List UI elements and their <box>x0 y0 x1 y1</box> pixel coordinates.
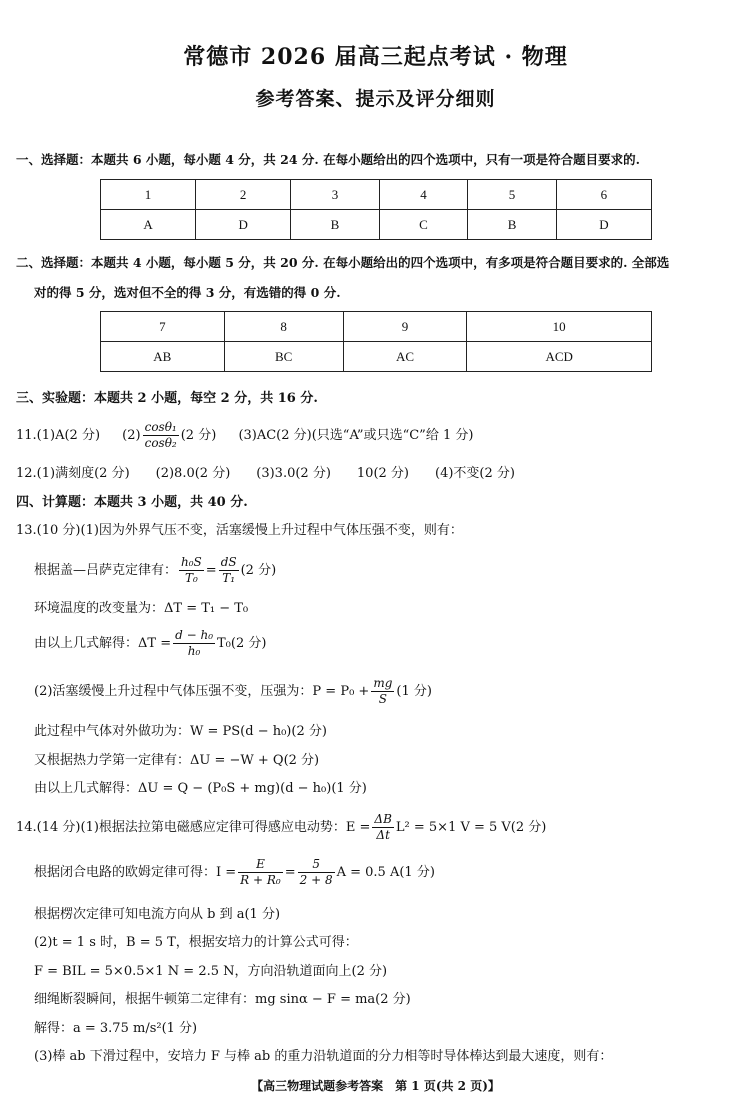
q14-line-2: 根据闭合电路的欧姆定律可得：I = $\frac{E}{\text{R + R₀}}$ = $\frac{5}{2 + 8}$ A = 0.5 A(1 分) <box>34 857 435 887</box>
table-row <box>101 210 652 240</box>
q11-line <box>16 420 473 451</box>
q13-text: 根据盖—吕萨克定律有： <box>34 563 178 578</box>
q14-score: A = 0.5 A(1 分) <box>336 865 435 880</box>
section-1-heading: 一、选择题：本题共 6 小题，每小题 4 分，共 24 分. 在每小题给出的四个选项中，只有一项是符合题目要求的. <box>16 152 640 167</box>
q11-fraction <box>143 420 179 451</box>
fraction <box>298 857 335 888</box>
q13-score: (2 分) <box>240 563 277 578</box>
table-row <box>101 342 652 372</box>
section-2-heading-cont: 对的得 5 分，选对但不全的得 3 分，有选错的得 0 分. <box>34 285 341 300</box>
fraction-numerator: cosθ₁ <box>144 420 177 434</box>
q13-line-6: 此过程中气体对外做功为：W = PS(d − h₀)(2 分) <box>34 724 327 739</box>
q13-line-5 <box>34 676 432 707</box>
fraction <box>372 812 393 843</box>
fraction <box>371 676 394 707</box>
page-title: 常德市 2026 届高三起点考试 · 物理 <box>183 44 568 70</box>
q14-text: 14.(14 分)(1)根据法拉第电磁感应定律可得感应电动势：E = <box>16 820 371 835</box>
table-cell: D <box>556 210 651 240</box>
table-cell: BC <box>224 342 343 372</box>
table-cell: 4 <box>379 180 468 210</box>
fraction-denominator: S <box>378 692 387 706</box>
fraction <box>219 555 239 586</box>
table-cell: C <box>379 210 468 240</box>
q13-line-7: 又根据热力学第一定律有：ΔU = −W + Q(2 分) <box>34 753 320 768</box>
table-cell: 2 <box>196 180 291 210</box>
q13-score: T₀(2 分) <box>217 636 267 651</box>
page-footer: 【高三物理试题参考答案 第 1 页(共 2 页)】 <box>251 1079 500 1093</box>
table-cell: ACD <box>467 342 652 372</box>
q11-part2-score: (2 分) <box>180 428 217 443</box>
fraction-numerator: E <box>238 857 283 873</box>
table-row <box>101 312 652 342</box>
q11-part3: (3)AC(2 分)(只选“A”或只选“C”给 1 分) <box>238 428 474 443</box>
table-cell: 3 <box>291 180 380 210</box>
table-cell: B <box>291 210 380 240</box>
q14-line-6: 细绳断裂瞬间，根据牛顿第二定律有：mg sinα − F = ma(2 分) <box>34 992 411 1007</box>
table-cell: 8 <box>224 312 343 342</box>
fraction-denominator: h₀ <box>187 644 201 658</box>
q14-line-7: 解得：a = 3.75 m/s²(1 分) <box>34 1021 198 1036</box>
fraction <box>238 857 283 888</box>
section-4-heading: 四、计算题：本题共 3 小题，共 40 分. <box>16 495 248 510</box>
fraction <box>173 628 215 659</box>
fraction-numerator: 5 <box>298 857 335 873</box>
table-cell: 6 <box>556 180 651 210</box>
q13-line-8: 由以上几式解得：ΔU = Q − (P₀S + mg)(d − h₀)(1 分) <box>34 781 367 796</box>
table-cell: 10 <box>467 312 652 342</box>
q12-line: 12.(1)满刻度(2 分) (2)8.0(2 分) (3)3.0(2 分) 10(2 分) (4)不变(2 分) <box>16 466 515 481</box>
table-row <box>101 180 652 210</box>
q13-line-1: 13.(10 分)(1)因为外界气压不变，活塞缓慢上升过程中气体压强不变，则有： <box>16 523 463 538</box>
table-cell: B <box>468 210 557 240</box>
table-cell: AC <box>343 342 467 372</box>
fraction-denominator: T₁ <box>222 571 236 585</box>
table-cell: 1 <box>101 180 196 210</box>
table-cell: 9 <box>343 312 467 342</box>
fraction-denominator: cosθ₂ <box>144 436 177 450</box>
q13-text: (2)活塞缓慢上升过程中气体压强不变，压强为：P = P₀ + <box>34 684 370 699</box>
table-cell: AB <box>101 342 225 372</box>
q14-line-1 <box>16 812 546 843</box>
fraction-numerator: d − h₀ <box>175 628 213 642</box>
q14-line-8: (3)棒 ab 下滑过程中，安培力 F 与棒 ab 的重力沿轨道面的分力相等时导体棒达到最大速度，则有： <box>34 1049 613 1064</box>
q14-score: L² = 5×1 V = 5 V(2 分) <box>395 820 547 835</box>
fraction-numerator: mg <box>373 676 393 690</box>
q14-line-4: (2)t = 1 s 时，B = 5 T，根据安培力的计算公式可得： <box>34 935 358 950</box>
fraction <box>179 555 204 586</box>
q11-part2-label: (2) <box>122 428 141 443</box>
fraction-numerator: h₀S <box>181 555 202 569</box>
q13-text: 由以上几式解得：ΔT = <box>34 636 172 651</box>
table-cell: A <box>101 210 196 240</box>
q13-score: (1 分) <box>396 684 432 699</box>
q14-line-5: F = BIL = 5×0.5×1 N = 2.5 N，方向沿轨道面向上(2 分) <box>34 964 388 979</box>
table-cell: 7 <box>101 312 225 342</box>
q13-line-2: 根据盖—吕萨克定律有： $\frac{\text{h₀S}}{\text{T₀}}$ = $\frac{dS}{\text{T₁}}$ (2 分) <box>34 555 277 585</box>
fraction-denominator: 2 + 8 <box>299 873 333 887</box>
fraction-denominator: R + R₀ <box>240 873 281 887</box>
fraction-denominator: T₀ <box>184 571 198 585</box>
fraction-denominator: Δt <box>376 828 390 842</box>
q13-line-3: 环境温度的改变量为：ΔT = T₁ − T₀ <box>34 601 249 616</box>
fraction-numerator: dS <box>220 555 237 569</box>
fraction-numerator: ΔB <box>374 812 392 826</box>
answer-table-2 <box>100 311 652 372</box>
q11-part1: 11.(1)A(2 分) <box>16 428 101 443</box>
section-2-heading: 二、选择题：本题共 4 小题，每小题 5 分，共 20 分. 在每小题给出的四个选项中，有多项是符合题目要求的. 全部选 <box>16 255 670 270</box>
q14-line-3: 根据楞次定律可知电流方向从 b 到 a(1 分) <box>34 907 281 922</box>
q14-text: 根据闭合电路的欧姆定律可得：I = <box>34 865 237 880</box>
q13-line-4 <box>34 628 266 659</box>
answer-table-1 <box>100 179 652 240</box>
section-3-heading: 三、实验题：本题共 2 小题，每空 2 分，共 16 分. <box>16 391 318 406</box>
page-subtitle: 参考答案、提示及评分细则 <box>255 88 496 110</box>
table-cell: D <box>196 210 291 240</box>
table-cell: 5 <box>468 180 557 210</box>
